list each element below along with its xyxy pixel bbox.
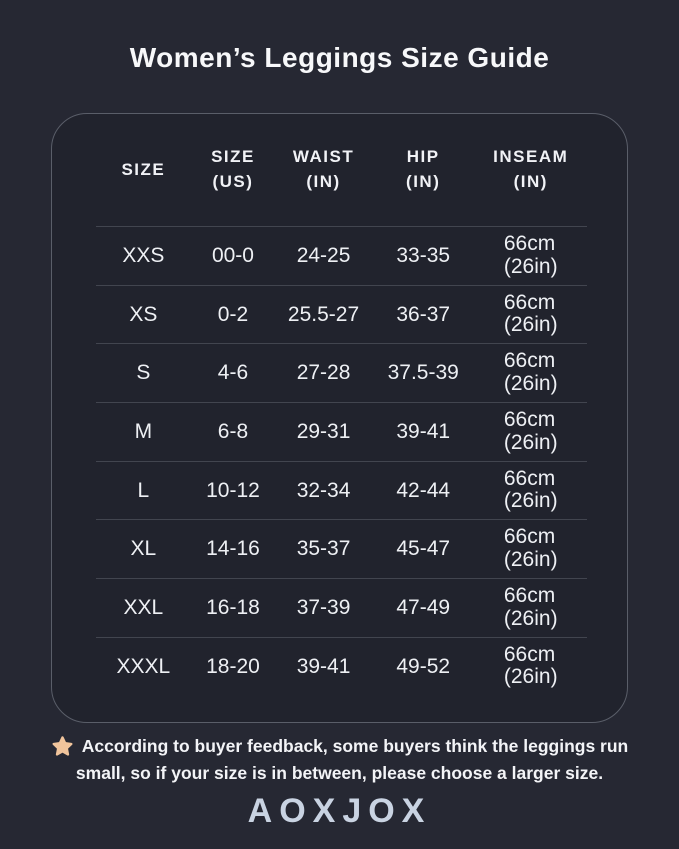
size-table (96, 114, 587, 696)
inseam-cm: 66cm (503, 642, 556, 666)
cell-inseam (475, 350, 587, 396)
inseam-value (504, 468, 558, 513)
cell-size-us: 4-6 (217, 361, 249, 385)
inseam-cm: 66cm (503, 290, 556, 314)
cell-waist: 27-28 (296, 361, 351, 385)
inseam-in: (26in) (503, 254, 558, 278)
buyer-feedback-note (0, 733, 679, 787)
cell-size: XXL (123, 595, 164, 619)
cell-hip: 47-49 (396, 595, 451, 619)
cell-hip: 39-41 (396, 419, 451, 443)
page-title: Women’s Leggings Size Guide (129, 42, 550, 73)
inseam-value (504, 644, 558, 689)
cell-size: XL (130, 537, 157, 561)
header-waist-sub: (IN) (306, 172, 341, 191)
inseam-in: (26in) (503, 313, 558, 337)
table-row-xxs (96, 226, 587, 285)
table-row-xxxl (96, 637, 587, 696)
inseam-cm: 66cm (503, 232, 556, 255)
inseam-in: (26in) (503, 489, 558, 513)
cell-size: S (136, 361, 151, 385)
inseam-value (504, 526, 558, 571)
note-line-1 (0, 733, 679, 760)
cell-inseam (475, 409, 587, 455)
brand-logo: AOXJOX (247, 792, 432, 830)
note-line-2: small, so if your size is in between, please choose a larger size. (75, 763, 604, 784)
header-size-us-sub: (US) (212, 172, 254, 191)
header-hip-label: HIP (406, 147, 440, 167)
cell-size-us: 0-2 (217, 302, 249, 326)
cell-size: XXS (122, 243, 165, 267)
cell-waist: 25.5-27 (287, 302, 360, 326)
inseam-cm: 66cm (503, 584, 556, 608)
inseam-cm: 66cm (503, 408, 556, 432)
cell-hip: 42-44 (396, 478, 451, 502)
table-row-s (96, 343, 587, 402)
cell-size: XS (129, 302, 158, 326)
cell-size-us: 14-16 (206, 537, 260, 561)
size-guide-card (51, 113, 628, 723)
table-header-row (96, 114, 587, 226)
header-inseam (475, 145, 587, 194)
header-size-us (191, 145, 275, 194)
header-waist-label: WAIST (292, 147, 355, 167)
cell-waist: 24-25 (296, 243, 351, 267)
cell-inseam (475, 526, 587, 572)
cell-size: M (134, 419, 153, 443)
cell-hip: 33-35 (396, 243, 451, 267)
cell-size-us: 6-8 (217, 419, 249, 443)
cell-inseam (475, 292, 587, 338)
cell-inseam (475, 585, 587, 631)
inseam-in: (26in) (503, 606, 558, 630)
table-row-m (96, 402, 587, 461)
cell-waist: 37-39 (296, 595, 351, 619)
inseam-in: (26in) (503, 372, 558, 396)
header-size (96, 158, 191, 183)
cell-size-us: 16-18 (206, 595, 260, 619)
cell-size: XXXL (116, 654, 171, 678)
cell-hip: 37.5-39 (387, 361, 459, 385)
inseam-cm: 66cm (503, 466, 556, 490)
cell-waist: 39-41 (296, 654, 351, 678)
cell-waist: 29-31 (296, 419, 351, 443)
inseam-cm: 66cm (503, 349, 556, 373)
inseam-cm: 66cm (503, 525, 556, 549)
cell-hip: 36-37 (396, 302, 451, 326)
table-row-l (96, 461, 587, 520)
note-text-line-1: According to buyer feedback, some buyers think the leggings run (81, 736, 629, 756)
inseam-value (504, 585, 558, 630)
cell-size-us: 00-0 (211, 243, 254, 267)
header-size-us-label: SIZE (211, 147, 255, 167)
table-row-xs (96, 285, 587, 344)
cell-waist: 32-34 (296, 478, 351, 502)
header-size-label: SIZE (121, 159, 166, 179)
star-icon (51, 735, 74, 758)
cell-hip: 49-52 (396, 654, 451, 678)
inseam-value (504, 233, 558, 278)
cell-size-us: 18-20 (206, 654, 260, 678)
header-waist (275, 145, 372, 194)
inseam-value (504, 292, 558, 337)
header-inseam-sub: (IN) (513, 172, 548, 191)
header-inseam-label: INSEAM (493, 147, 569, 167)
cell-size: L (137, 478, 150, 502)
cell-hip: 45-47 (396, 537, 451, 561)
inseam-value (504, 409, 558, 454)
inseam-value (504, 350, 558, 395)
header-hip (372, 145, 475, 194)
cell-inseam (475, 644, 587, 690)
inseam-in: (26in) (503, 665, 558, 689)
cell-waist: 35-37 (296, 537, 351, 561)
inseam-in: (26in) (503, 430, 558, 454)
cell-size-us: 10-12 (206, 478, 260, 502)
cell-inseam (475, 468, 587, 514)
cell-inseam (475, 233, 587, 279)
table-row-xxl (96, 578, 587, 637)
header-hip-sub: (IN) (406, 172, 441, 191)
table-row-xl (96, 519, 587, 578)
inseam-in: (26in) (503, 548, 558, 572)
